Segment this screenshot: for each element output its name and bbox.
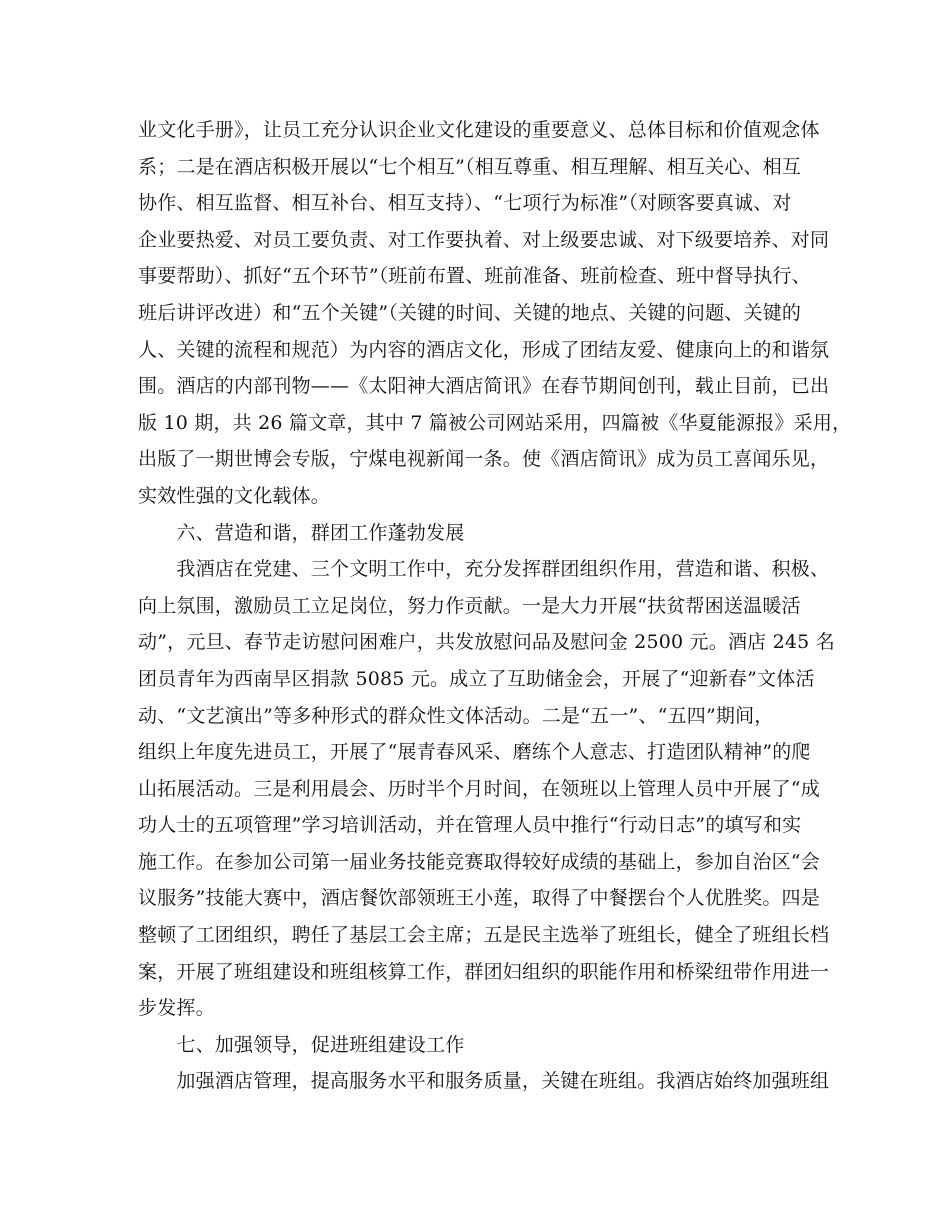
text-line: 版 10 期，共 26 篇文章，其中 7 篇被公司网站采用，四篇被《华夏能源报》采用， [138, 411, 852, 434]
text-line: 实效性强的文化载体。 [138, 484, 331, 507]
text-line: 议服务”技能大赛中，酒店餐饮部领班王小莲，取得了中餐摆台个人优胜奖。四是 [138, 887, 820, 910]
text-line: 动”，元旦、春节走访慰问困难户，共发放慰问品及慰问金 2500 元。酒店 245 名 [138, 631, 835, 654]
text-line: 人、关键的流程和规范）为内容的酒店文化，形成了团结友爱、健康向上的和谐氛 [138, 338, 830, 361]
section-heading-7: 七、加强领导，促进班组建设工作 [138, 1033, 465, 1056]
text-line: 步发挥。 [138, 997, 215, 1020]
text-line: 功人士的五项管理”学习培训活动，并在管理人员中推行“行动日志”的填写和实 [138, 814, 802, 837]
document-body [138, 112, 852, 1100]
text-line: 施工作。在参加公司第一届业务技能竞赛取得较好成绩的基础上，参加自治区“会 [138, 850, 820, 873]
text-line: 事要帮助）、抓好“五个环节”（班前布置、班前准备、班前检查、班中督导执行、 [138, 265, 811, 288]
text-line: 围。酒店的内部刊物——《太阳神大酒店简讯》在春节期间创刊，载止目前，已出 [138, 375, 830, 398]
text-line: 业文化手册》，让员工充分认识企业文化建设的重要意义、总体目标和价值观念体 [138, 119, 820, 141]
text-line: 整顿了工团组织，聘任了基层工会主席；五是民主选举了班组长，健全了班组长档 [138, 924, 830, 947]
text-line: 加强酒店管理，提高服务水平和服务质量，关键在班组。我酒店始终加强班组 [138, 1070, 830, 1093]
section-heading-6: 六、营造和谐，群团工作蓬勃发展 [138, 521, 465, 544]
text-line: 系；二是在酒店积极开展以“七个相互”（相互尊重、相互理解、相互关心、相互 [138, 155, 802, 178]
text-line: 我酒店在党建、三个文明工作中，充分发挥群团组织作用，营造和谐、积极、 [138, 558, 830, 581]
text-line: 向上氛围，激励员工立足岗位，努力作贡献。一是大力开展“扶贫帮困送温暖活 [138, 594, 801, 617]
text-line: 协作、相互监督、相互补台、相互支持）、“七项行为标准”（对顾客要真诚、对 [138, 192, 792, 215]
text-line: 山拓展活动。三是利用晨会、历时半个月时间，在领班以上管理人员中开展了“成 [138, 777, 820, 800]
text-line: 团员青年为西南旱区捐款 5085 元。成立了互助储金会，开展了“迎新春”文体活 [138, 667, 815, 690]
text-line: 企业要热爱、对员工要负责、对工作要执着、对上级要忠诚、对下级要培养、对同 [138, 228, 830, 251]
text-line: 班后讲评改进）和“五个关键”（关键的时间、关键的地点、关键的问题、关键的 [138, 301, 802, 324]
text-line: 组织上年度先进员工，开展了“展青春风采、磨练个人意志、打造团队精神”的爬 [138, 741, 811, 764]
text-line: 动、“文艺演出”等多种形式的群众性文体活动。二是“五一”、“五四”期间， [138, 704, 774, 727]
text-line: 案，开展了班组建设和班组核算工作，群团妇组织的职能作用和桥梁纽带作用进一 [138, 960, 830, 983]
text-line: 出版了一期世博会专版，宁煤电视新闻一条。使《酒店简讯》成为员工喜闻乐见， [138, 448, 830, 471]
